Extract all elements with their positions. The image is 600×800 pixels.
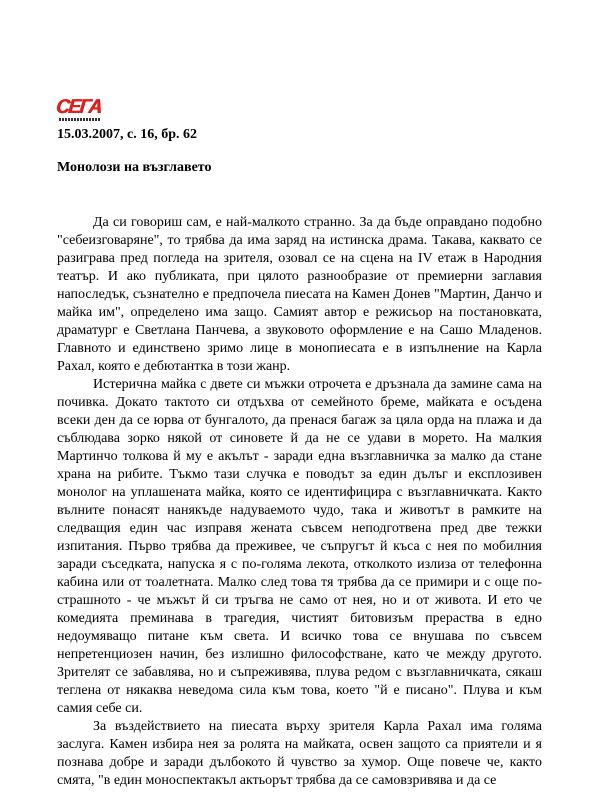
article-title: Монолози на възглавето xyxy=(57,160,212,175)
article-body xyxy=(57,214,542,790)
publication-meta: 15.03.2007, с. 16, бр. 62 xyxy=(57,127,197,142)
article-paragraph-1: Да си говориш сам, е най-малкото странно. За да бъде оправдано подобно "себеизговаряне", то трябва да има заряд на истинска драма. Такава, каквато се разиграва пред погледа на зрителя, озовал се на сцена на IV етаж в Народния театър. И ако публиката, при цялото разнообразие от премиерни заглавия напоследък, съзнателно е предпочела пиесата на Камен Донев "Мартин, Данчо и майка им", определено има защо. Самият автор е режисьор на постановката, драматург е Светлана Панчева, а звуковото оформление е на Сашо Младенов. Главното и единствено зримо лице в монопиесата е в изпълнение на Карла Рахал, която е дебютантка в този жанр. xyxy=(57,215,542,374)
article-paragraph-3: За въздействието на пиесата върху зрителя Карла Рахал има голяма заслуга. Камен избира нея за ролята на майката, освен защото са приятели и я познава добре и заради дълбокото й чувство за хумор. Още повече че, както смята, "в един моноспектакъл актьорът трябва да се самовзривява и да се xyxy=(57,719,542,788)
logo-wordmark: СЕГА xyxy=(54,95,102,118)
newspaper-logo xyxy=(54,95,103,123)
article-paragraph-2: Истерична майка с двете си мъжки отрочета е дръзнала да замине сама на почивка. Докато тактото си отдъхва от семейното бреме, майката е осъдена всеки ден да се юрва от бунгалото, да пренася багаж за цяла орда на плажа и да съблюдава зорко някой от синовете й да не се удави в морето. На малкия Мартинчо толкова й му е акълът - заради една възглавничка за малко да стане храна на рибите. Тъкмо тази случка е поводът за един дълъг и експлозивен монолог на уплашената майка, която се идентифицира с възглавничката. Както вълните понасят нанякъде надуваемото чудо, така и животът в рамките на следващия един час изправя жената съвсем неподготвена пред две тежки изпитания. Първо трябва да преживее, че съпругът й къса с нея по мобилния заради съседката, напуска я с по-голяма лекота, отколкото излиза от телефонна кабина или от тоалетната. Малко след това тя трябва да се примири и с още по-страшното - че мъжът й си тръгва не само от нея, но и от живота. И ето че комедията преминава в трагедия, чистият битовизъм прераства в едно недоумяващо питане към света. И всичко това се внушава по съвсем непретенциозен начин, без излишно философстване, като че между другото. Зрителят се забавлява, но и съпреживява, плува редом с възглавничката, сякаш теглена от някаква неведома сила към това, което "й е писано". Плува и към самия себе си. xyxy=(57,377,542,716)
logo-underline xyxy=(59,118,101,121)
